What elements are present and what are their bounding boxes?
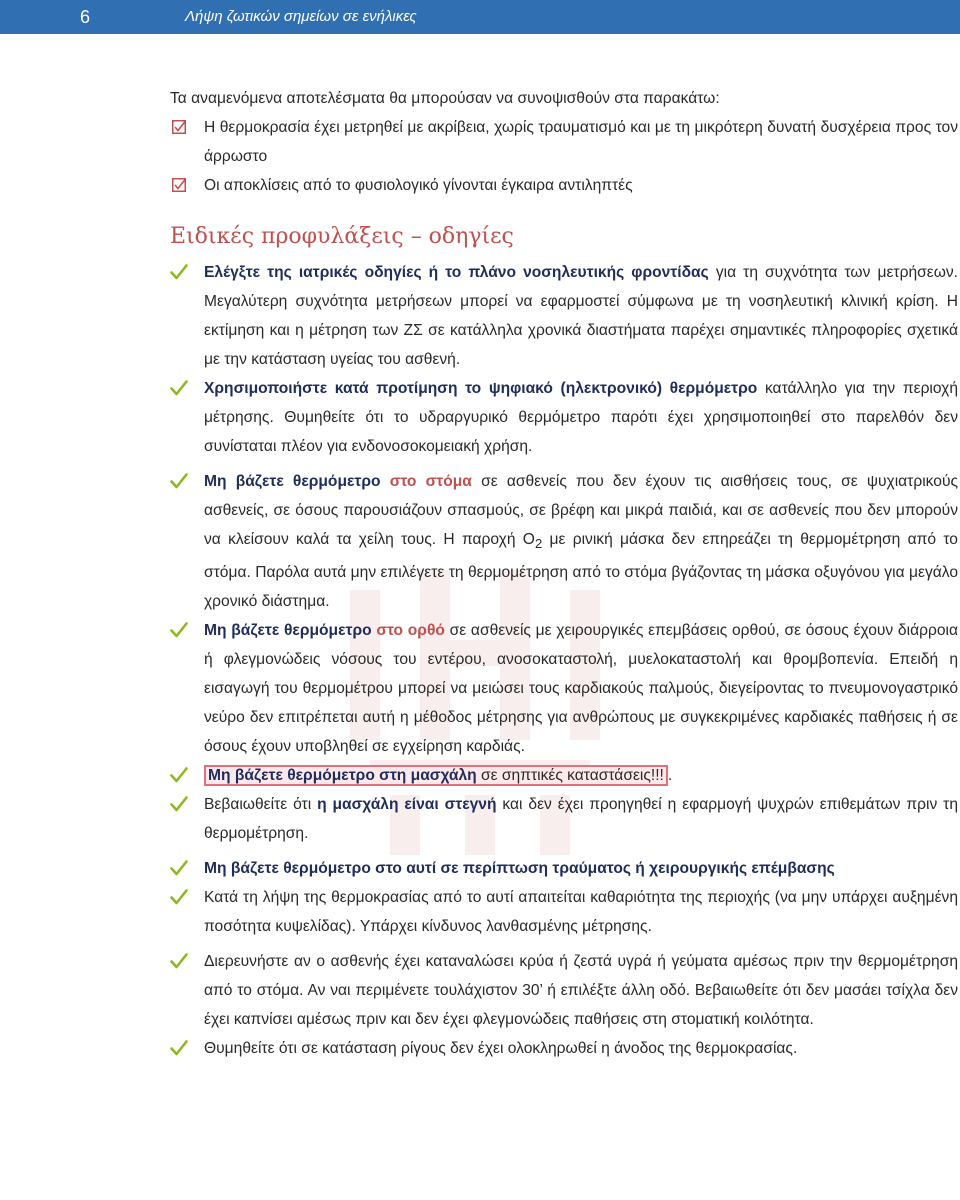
guideline-5-tail: .: [667, 767, 673, 785]
highlighted-warning: [204, 765, 668, 786]
guideline-item-4: [170, 616, 958, 761]
guideline-item-8: [170, 883, 958, 941]
outcome-text-1: Η θερμοκρασία έχει μετρηθεί με ακρίβεια, χωρίς τραυματισμό και με τη μικρότερη δυνατή δυσχέρεια προς τον άρρωστο: [204, 119, 958, 165]
guideline-item-9: [170, 947, 958, 1034]
guideline-2-text: κατάλληλο για την περιοχή μέτρησης. Θυμηθείτε ότι το υδραργυρικό θερμόμετρο παρότι έχει χρησιμοποιηθεί στο παρελθόν δεν συνίσταται πλέον για ενδονοσοκομειακή χρήση.: [204, 380, 959, 455]
guideline-9-text: Διερευνήστε αν ο ασθενής έχει καταναλώσει κρύα ή ζεστά υγρά ή γεύματα αμέσως πριν την θερμομέτρηση από το στόμα. Αν ναι περιμένετε τουλάχιστον 30’ ή επιλέξτε άλλη οδό. Βεβαιωθείτε ότι δεν μασάει τσίχλα δεν έχει καπνίσει αμέσως πριν και δεν έχει φλεγμονώδεις παθήσεις στη στοματική κοιλότητα.: [204, 953, 958, 1029]
guideline-5-text: σε σηπτικές καταστάσεις!!!: [476, 767, 664, 785]
guideline-3-text-b: με ρινική μάσκα δεν επηρεάζει τη θερμομέτρηση από το στόμα. Παρόλα αυτά μην επιλέγετε τη θερμομέτρηση από το στόμα βγάζοντας τη μάσκα οξυγόνου για μεγάλο χρονικό διάστημα.: [204, 531, 958, 611]
guideline-3-bold-b: στο στόμα: [389, 473, 472, 490]
guideline-1-text: για τη συχνότητα των μετρήσεων. Μεγαλύτερη συχνότητα μετρήσεων μπορεί να εφαρμοστεί σύμφωνα με τη νοσηλευτική κλινική κρίση. Η εκτίμηση και η μέτρηση των ΖΣ σε κατάλληλα χρονικά διαστήματα παρέχει σημαντικές πληροφορίες σχετικά με την κατάσταση υγείας του ασθενή.: [204, 264, 958, 368]
guideline-6-text-b: και δεν έχει προηγηθεί η εφαρμογή ψυχρών επιθεμάτων πριν τη θερμομέτρηση.: [204, 796, 958, 843]
guideline-3-text-a: σε ασθενείς που δεν έχουν τις αισθήσεις τους, σε ψυχιατρικούς ασθενείς, σε όσους παρουσιάζουν σπασμούς, σε βρέφη και μικρά παιδιά, και σε ασθενείς που δεν μπορούν να κλείσουν καλά τα χείλη τους. Η παροχή Ο: [204, 473, 958, 548]
guideline-item-2: [170, 374, 958, 461]
page-header-bar: [0, 0, 960, 34]
guideline-6-text-a: Βεβαιωθείτε ότι: [204, 796, 318, 814]
guideline-3-bold-a: Μη βάζετε θερμόμετρο: [204, 473, 390, 490]
checkmark-icon: [170, 860, 188, 876]
outcomes-list: [170, 113, 958, 200]
guideline-8-text: Κατά τη λήψη της θερμοκρασίας από το αυτί απαιτείται καθαριότητα της περιοχής (να μην υπάρχει αυξημένη ποσότητα κυψελίδας). Υπάρχει κίνδυνος λανθασμένης μέτρησης.: [204, 889, 958, 936]
guideline-4-bold-b: στο ορθό: [376, 622, 445, 640]
guideline-1-bold: Ελέγξτε της ιατρικές οδηγίες ή το πλάνο νοσηλευτικής φροντίδας: [204, 264, 709, 281]
guideline-4-bold-a: Μη βάζετε θερμόμετρο: [204, 622, 377, 640]
guideline-10-text: Θυμηθείτε ότι σε κατάσταση ρίγους δεν έχει ολοκληρωθεί η άνοδος της θερμοκρασίας.: [204, 1040, 798, 1058]
outcome-item-1: [170, 113, 958, 171]
guideline-4-text: σε ασθενείς με χειρουργικές επεμβάσεις ορθού, σε όσους έχουν διάρροια ή φλεγμονώδεις νόσους του εντέρου, ανοσοκαταστολή, μυελοκαταστολή και θρομβοπενία. Επειδή η εισαγωγή του θερμομέτρου μπορεί να μειώσει τους καρδιακούς παλμούς, διεγείροντας το πνευμονογαστρικό νεύρο δεν επιτρέπεται αυτή η μέθοδος μέτρησης για ανθρώπους με συγκεκριμένες καρδιακές παθήσεις ή σε όσους έχουν υποβληθεί σε εγχείρηση καρδιάς.: [204, 622, 958, 756]
checkmark-icon: [170, 264, 188, 280]
guideline-7-bold: Μη βάζετε θερμόμετρο στο αυτί σε περίπτωση τραύματος ή χειρουργικής επέμβασης: [204, 860, 835, 878]
checkmark-icon: [170, 1040, 188, 1056]
intro-lead: Τα αναμενόμενα αποτελέσματα θα μπορούσαν να συνοψισθούν στα παρακάτω:: [170, 90, 720, 107]
guideline-3-subscript: 2: [534, 536, 543, 552]
guideline-item-6: [170, 790, 958, 848]
page-number: 6: [79, 7, 90, 27]
checkmark-icon: [170, 767, 188, 783]
checkmark-icon: [170, 796, 188, 812]
guidelines-list: [170, 258, 958, 1063]
checkmark-icon: [170, 889, 188, 905]
checkmark-icon: [170, 622, 188, 638]
checked-box-icon: [172, 178, 186, 192]
section-title: Ειδικές προφυλάξεις – οδηγίες: [170, 224, 514, 249]
guideline-item-7: [170, 854, 958, 883]
page-content: [170, 84, 958, 1063]
outcome-text-2: Οι αποκλίσεις από το φυσιολογικό γίνονται έγκαιρα αντιληπτές: [204, 177, 633, 194]
checkmark-icon: [170, 473, 188, 489]
checkmark-icon: [170, 380, 188, 396]
guideline-5-bold: Μη βάζετε θερμόμετρο στη μασχάλη: [208, 767, 477, 785]
checked-box-icon: [172, 120, 186, 134]
guideline-6-bold: η μασχάλη είναι στεγνή: [317, 796, 497, 814]
guideline-item-1: [170, 258, 958, 374]
guideline-item-10: [170, 1034, 958, 1063]
running-title: Λήψη ζωτικών σημείων σε ενήλικες: [185, 8, 417, 25]
guideline-item-5: [170, 761, 958, 790]
guideline-item-3: [170, 467, 958, 616]
guideline-2-bold: Χρησιμοποιήστε κατά προτίμηση το ψηφιακό (ηλεκτρονικό) θερμόμετρο: [204, 380, 758, 397]
outcome-item-2: [170, 171, 958, 200]
checkmark-icon: [170, 953, 188, 969]
